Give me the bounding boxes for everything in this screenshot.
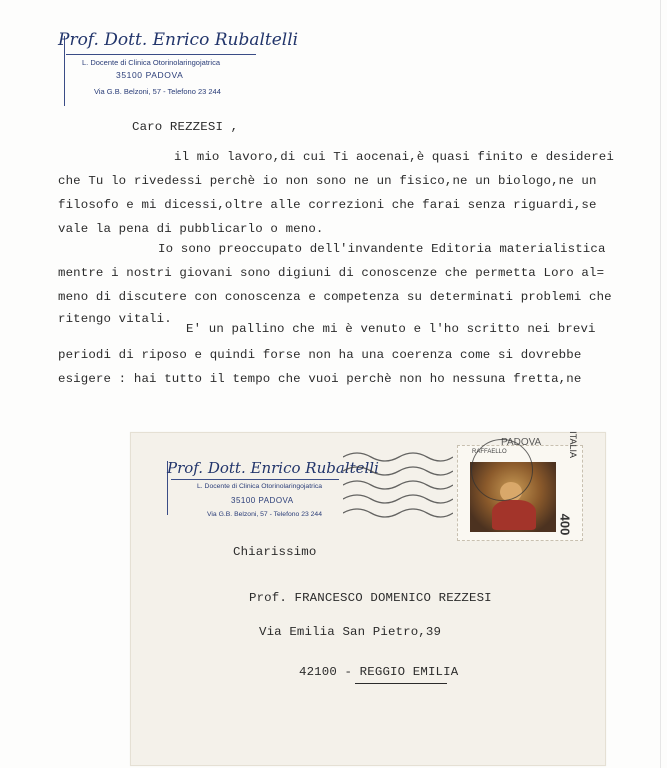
postmark-city: PADOVA [501, 437, 542, 448]
envelope-letterhead-name: Prof. Dott. Enrico Rubaltelli [167, 459, 379, 477]
recipient-street: Via Emilia San Pietro,39 [259, 625, 442, 639]
page-edge [660, 0, 661, 768]
salutation: Caro REZZESI , [132, 120, 239, 134]
envelope [130, 432, 606, 766]
letterhead-city: 35100 PADOVA [116, 70, 184, 80]
letter-line: che Tu lo rivedessi perchè io non sono ne un fisico,ne un biologo,ne un [58, 174, 597, 188]
letterhead-name: Prof. Dott. Enrico Rubaltelli [58, 30, 299, 50]
recipient-city: 42100 - REGGIO EMILIA [299, 665, 459, 679]
envelope-letterhead-title: L. Docente di Clinica Otorinolaringojatrica [197, 483, 323, 490]
stamp-artist: RAFFAELLO [472, 449, 507, 455]
envelope-letterhead-underline [171, 479, 339, 480]
city-underline [355, 683, 447, 684]
stamp-country: ITALIA [568, 431, 578, 458]
postmark-circle [471, 439, 533, 501]
letter-line: ritengo vitali. [58, 312, 172, 326]
envelope-letterhead-city: 35100 PADOVA [231, 496, 294, 505]
letter-line: E' un pallino che mi è venuto e l'ho scritto nei brevi [186, 322, 596, 336]
letter-line: filosofo e mi dicessi,oltre alle correzioni che farai senza riguardi,se [58, 198, 597, 212]
envelope-letterhead-address: Via G.B. Belzoni, 57 - Telefono 23 244 [207, 511, 322, 518]
stamp-figure-body [492, 500, 536, 530]
letterhead-title: L. Docente di Clinica Otorinolaringojatrica [82, 58, 220, 67]
letterhead-address: Via G.B. Belzoni, 57 - Telefono 23 244 [94, 87, 221, 96]
letter-line: mentre i nostri giovani sono digiuni di conoscenze che permetta Loro al= [58, 266, 605, 280]
envelope-greeting: Chiarissimo [233, 545, 317, 559]
letter-line: periodi di riposo e quindi forse non ha una coerenza come si dovrebbe [58, 348, 582, 362]
letter-line: meno di discutere con conoscenza e competenza su determinati problemi che [58, 290, 612, 304]
letter-line: il mio lavoro,di cui Ti aocenai,è quasi finito e desiderei [174, 150, 614, 164]
letter-line: vale la pena di pubblicarlo o meno. [58, 222, 324, 236]
postmark-wavy-lines [343, 447, 453, 527]
letter-line: esigere : hai tutto il tempo che vuoi perchè non ho nessuna fretta,ne [58, 372, 582, 386]
letter-line: Io sono preoccupato dell'invandente Editoria materialistica [158, 242, 606, 256]
stamp-value: 400 [557, 513, 573, 536]
recipient-name: Prof. FRANCESCO DOMENICO REZZESI [249, 591, 492, 605]
letterhead-underline [66, 54, 256, 55]
